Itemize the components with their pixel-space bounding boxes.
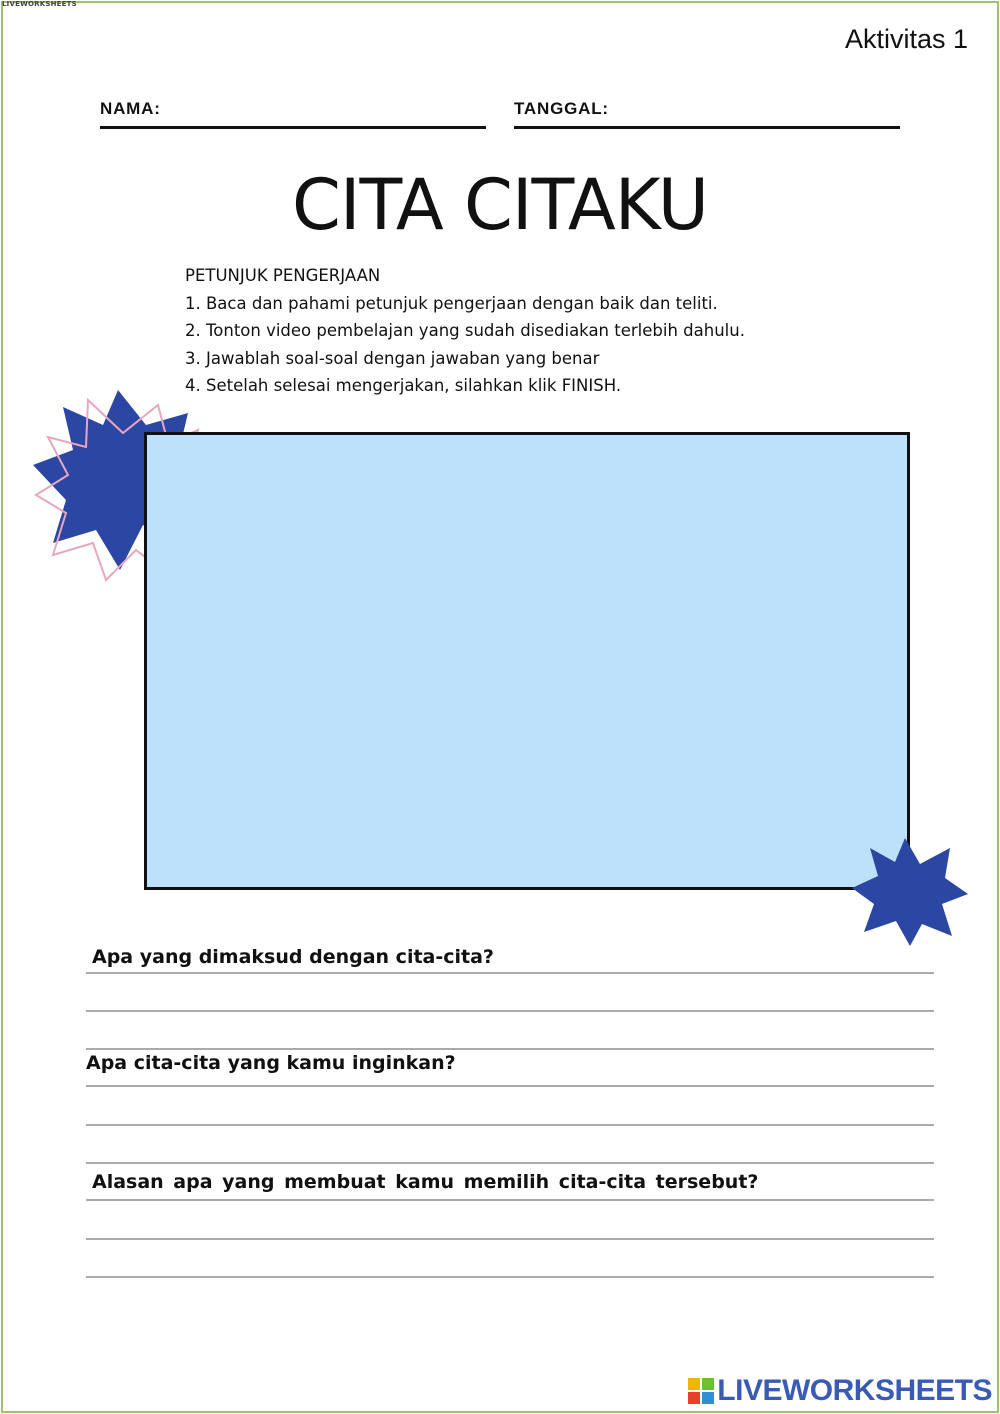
answer-line[interactable] bbox=[86, 1276, 934, 1278]
answer-line[interactable] bbox=[86, 1124, 934, 1126]
blue-star-icon bbox=[852, 838, 968, 946]
name-field-line[interactable] bbox=[100, 126, 486, 129]
instructions-heading: PETUNJUK PENGERJAAN bbox=[185, 266, 381, 285]
picture-area bbox=[144, 432, 910, 890]
question-3: Alasan apa yang membuat kamu memilih cita-cita tersebut? bbox=[92, 1171, 759, 1193]
brand-text: LIVEWORKSHEETS bbox=[717, 1374, 992, 1407]
question-1: Apa yang dimaksud dengan cita-cita? bbox=[92, 946, 494, 968]
answer-line[interactable] bbox=[86, 1010, 934, 1012]
answer-line[interactable] bbox=[86, 1238, 934, 1240]
instructions-list bbox=[185, 290, 745, 400]
decorative-star-right bbox=[850, 836, 970, 948]
answer-line[interactable] bbox=[86, 1085, 934, 1087]
corner-logo: LIVEWORKSHEETS bbox=[2, 0, 77, 8]
question-2: Apa cita-cita yang kamu inginkan? bbox=[86, 1052, 456, 1074]
page-title: CITA CITAKU bbox=[292, 164, 708, 246]
instruction-item: 3. Jawablah soal-soal dengan jawaban yang benar bbox=[185, 348, 600, 368]
answer-line[interactable] bbox=[86, 1199, 934, 1201]
name-label: NAMA: bbox=[100, 99, 161, 118]
instruction-item: 4. Setelah selesai mengerjakan, silahkan klik FINISH. bbox=[185, 376, 622, 395]
answer-line[interactable] bbox=[86, 972, 934, 974]
instruction-item: 1. Baca dan pahami petunjuk pengerjaan dengan baik dan teliti. bbox=[185, 293, 718, 313]
brand-logo bbox=[687, 1374, 992, 1408]
activity-label: Aktivitas 1 bbox=[844, 24, 968, 54]
date-field-line[interactable] bbox=[514, 126, 900, 129]
instruction-item: 2. Tonton video pembelajan yang sudah disediakan terlebih dahulu. bbox=[185, 321, 745, 340]
date-label: TANGGAL: bbox=[514, 99, 609, 118]
liveworksheets-icon bbox=[687, 1377, 715, 1405]
answer-line[interactable] bbox=[86, 1162, 934, 1164]
instructions bbox=[185, 262, 745, 400]
answer-line[interactable] bbox=[86, 1048, 934, 1050]
